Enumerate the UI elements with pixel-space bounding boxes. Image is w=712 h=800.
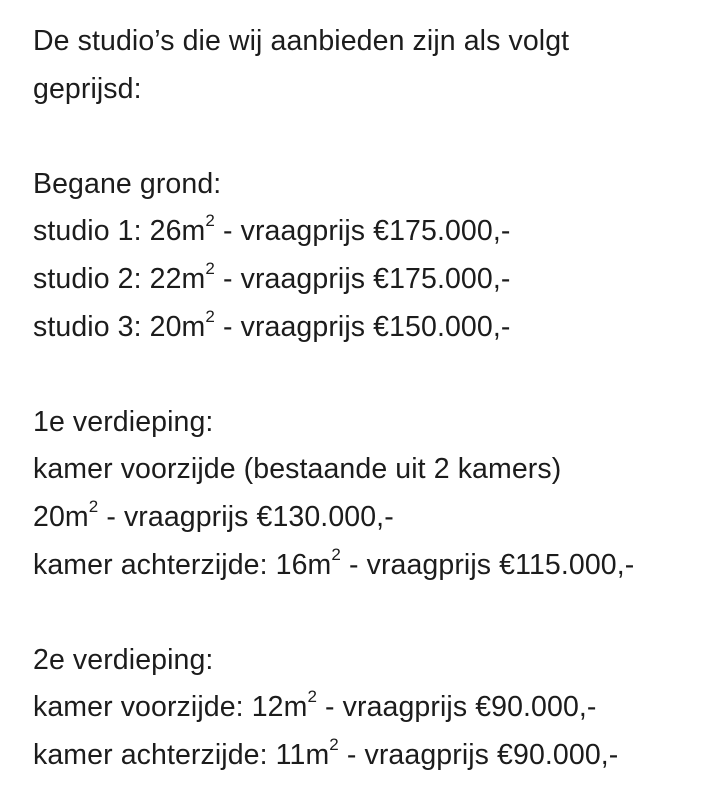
ground-floor-heading: Begane grond: bbox=[33, 167, 222, 200]
first-floor-front-room-price: - vraagprijs €130.000,- bbox=[98, 500, 394, 533]
second-floor-heading: 2e verdieping: bbox=[33, 643, 214, 676]
second-floor-back-room-unit-exponent: 2 bbox=[329, 735, 339, 755]
first-floor-back-room-price: - vraagprijs €115.000,- bbox=[340, 548, 635, 581]
spacer bbox=[33, 113, 712, 161]
studio-2-label: studio 2: 22m bbox=[33, 262, 206, 295]
studio-1-price: - vraagprijs €175.000,- bbox=[214, 215, 511, 248]
first-floor-front-room-label: 20m bbox=[33, 500, 89, 533]
first-floor-heading: 1e verdieping: bbox=[33, 405, 214, 438]
spacer bbox=[33, 351, 712, 399]
intro-line-1: De studio’s die wij aanbieden zijn als volgt bbox=[33, 25, 570, 57]
studio-2-line bbox=[33, 256, 712, 304]
second-floor-back-room-price: - vraagprijs €90.000,- bbox=[338, 738, 619, 771]
studio-3-unit-exponent: 2 bbox=[205, 306, 215, 326]
studio-1-unit-exponent: 2 bbox=[205, 211, 215, 231]
second-floor-front-room-line bbox=[33, 684, 712, 732]
intro-line-2: geprijsd: bbox=[33, 72, 142, 105]
spacer bbox=[33, 589, 712, 637]
second-floor-front-room-price: - vraagprijs €90.000,- bbox=[317, 691, 597, 724]
first-floor-front-room-line bbox=[33, 494, 712, 542]
first-floor-front-room-unit-exponent: 2 bbox=[88, 497, 99, 517]
second-floor-back-room-label: kamer achterzijde: 11m bbox=[33, 738, 330, 771]
first-floor-back-room-label: kamer achterzijde: 16m bbox=[33, 548, 332, 581]
studio-3-label: studio 3: 20m bbox=[33, 310, 206, 343]
second-floor-front-room-label: kamer voorzijde: 12m bbox=[33, 691, 308, 724]
first-floor-back-room-line bbox=[33, 542, 712, 590]
second-floor-back-room-line bbox=[33, 732, 712, 780]
studio-2-unit-exponent: 2 bbox=[205, 259, 215, 279]
studio-2-price: - vraagprijs €175.000,- bbox=[214, 262, 511, 295]
studio-3-price: - vraagprijs €150.000,- bbox=[214, 310, 511, 343]
studio-3-line bbox=[33, 304, 712, 352]
first-floor-back-room-unit-exponent: 2 bbox=[331, 544, 341, 564]
studio-1-label: studio 1: 26m bbox=[33, 215, 206, 248]
first-floor-front-room-desc: kamer voorzijde (bestaande uit 2 kamers) bbox=[33, 453, 562, 486]
second-floor-front-room-unit-exponent: 2 bbox=[307, 687, 317, 707]
studio-1-line bbox=[33, 208, 712, 256]
